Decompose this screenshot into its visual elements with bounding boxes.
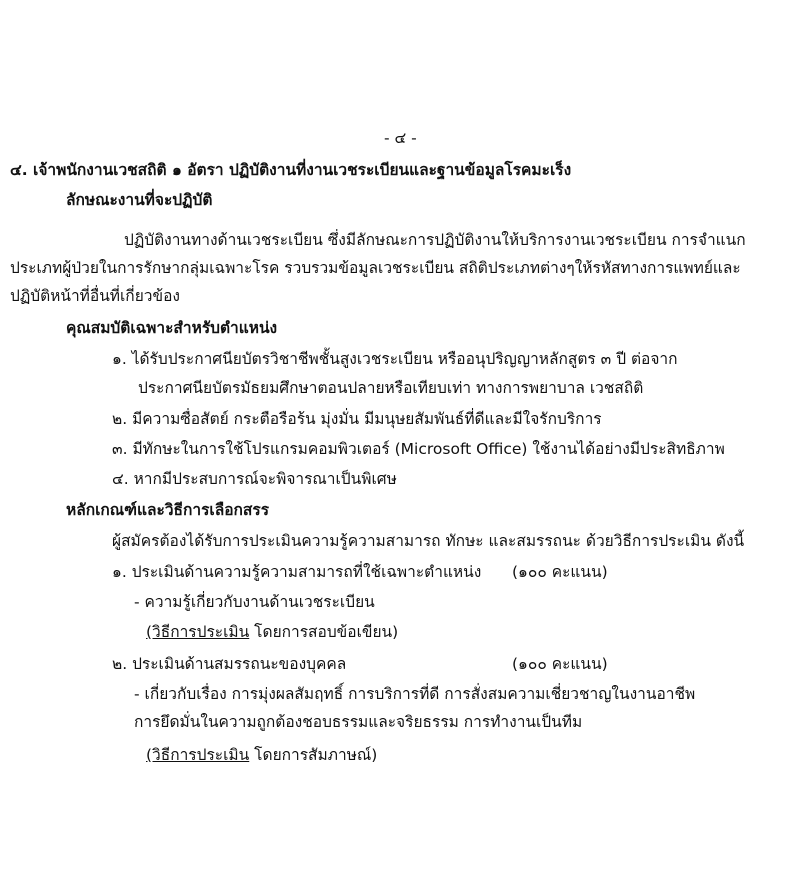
qualification-item-2: ๒. มีความซื่อสัตย์ กระตือรือร้น มุ่งมั่น มีมนุษยสัมพันธ์ที่ดีและมีใจรักบริการ [112,410,602,428]
method-text: โดยการสัมภาษณ์) [254,746,378,764]
selection-item-1-score: (๑๐๐ คะแนน) [512,563,608,581]
qualifications-heading: คุณสมบัติเฉพาะสำหรับตำแหน่ง [66,319,278,337]
selection-item-2-detail-2: การยึดมั่นในความถูกต้องชอบธรรมและจริยธรรม การทำงานเป็นทีม [134,713,583,731]
qualification-item-3: ๓. มีทักษะในการใช้โปรแกรมคอมพิวเตอร์ (Microsoft Office) ใช้งานได้อย่างมีประสิทธิภาพ [112,440,725,458]
method-label: (วิธีการประเมิน [146,623,250,641]
selection-item-2-label: ๒. ประเมินด้านสมรรถนะของบุคคล [112,655,347,673]
selection-item-2-method [146,745,377,765]
selection-item-1-detail: - ความรู้เกี่ยวกับงานด้านเวชระเบียน [134,593,375,611]
selection-item-2-detail-1: - เกี่ยวกับเรื่อง การมุ่งผลสัมฤทธิ์ การบริการที่ดี การสั่งสมความเชี่ยวชาญในงานอาชีพ [134,685,696,703]
job-nature-line-1: ปฏิบัติงานทางด้านเวชระเบียน ซึ่งมีลักษณะการปฏิบัติงานให้บริการงานเวชระเบียน การจำแนก [124,231,746,249]
method-label: (วิธีการประเมิน [146,746,250,764]
job-nature-heading: ลักษณะงานที่จะปฏิบัติ [66,191,213,209]
qualification-item-1: ๑. ได้รับประกาศนียบัตรวิชาชีพชั้นสูงเวชระเบียน หรืออนุปริญญาหลักสูตร ๓ ปี ต่อจาก [112,350,678,368]
job-nature-line-2: ประเภทผู้ป่วยในการรักษากลุ่มเฉพาะโรค รวบรวมข้อมูลเวชระเบียน สถิติประเภทต่างๆให้รหัสทางการแพทย์และ [10,259,741,277]
qualification-item-1-cont: ประกาศนียบัตรมัธยมศึกษาตอนปลายหรือเทียบเท่า ทางการพยาบาล เวชสถิติ [138,379,644,397]
selection-item-1-label: ๑. ประเมินด้านความรู้ความสามารถที่ใช้เฉพาะตำแหน่ง [112,563,482,581]
selection-item-1 [112,562,481,582]
selection-item-2 [112,654,346,674]
selection-item-1-method [146,622,398,642]
selection-item-2-score: (๑๐๐ คะแนน) [512,655,608,673]
selection-heading: หลักเกณฑ์และวิธีการเลือกสรร [66,501,270,519]
page-number: - ๔ - [384,129,417,147]
job-nature-line-3: ปฏิบัติหน้าที่อื่นที่เกี่ยวข้อง [10,287,180,305]
section-heading: ๔. เจ้าพนักงานเวชสถิติ ๑ อัตรา ปฏิบัติงานที่งานเวชระเบียนและฐานข้อมูลโรคมะเร็ง [10,161,572,179]
selection-intro: ผู้สมัครต้องได้รับการประเมินความรู้ความสามารถ ทักษะ และสมรรถนะ ด้วยวิธีการประเมิน ดังนี้ [112,532,745,550]
method-text: โดยการสอบข้อเขียน) [254,623,399,641]
qualification-item-4: ๔. หากมีประสบการณ์จะพิจารณาเป็นพิเศษ [112,470,397,488]
